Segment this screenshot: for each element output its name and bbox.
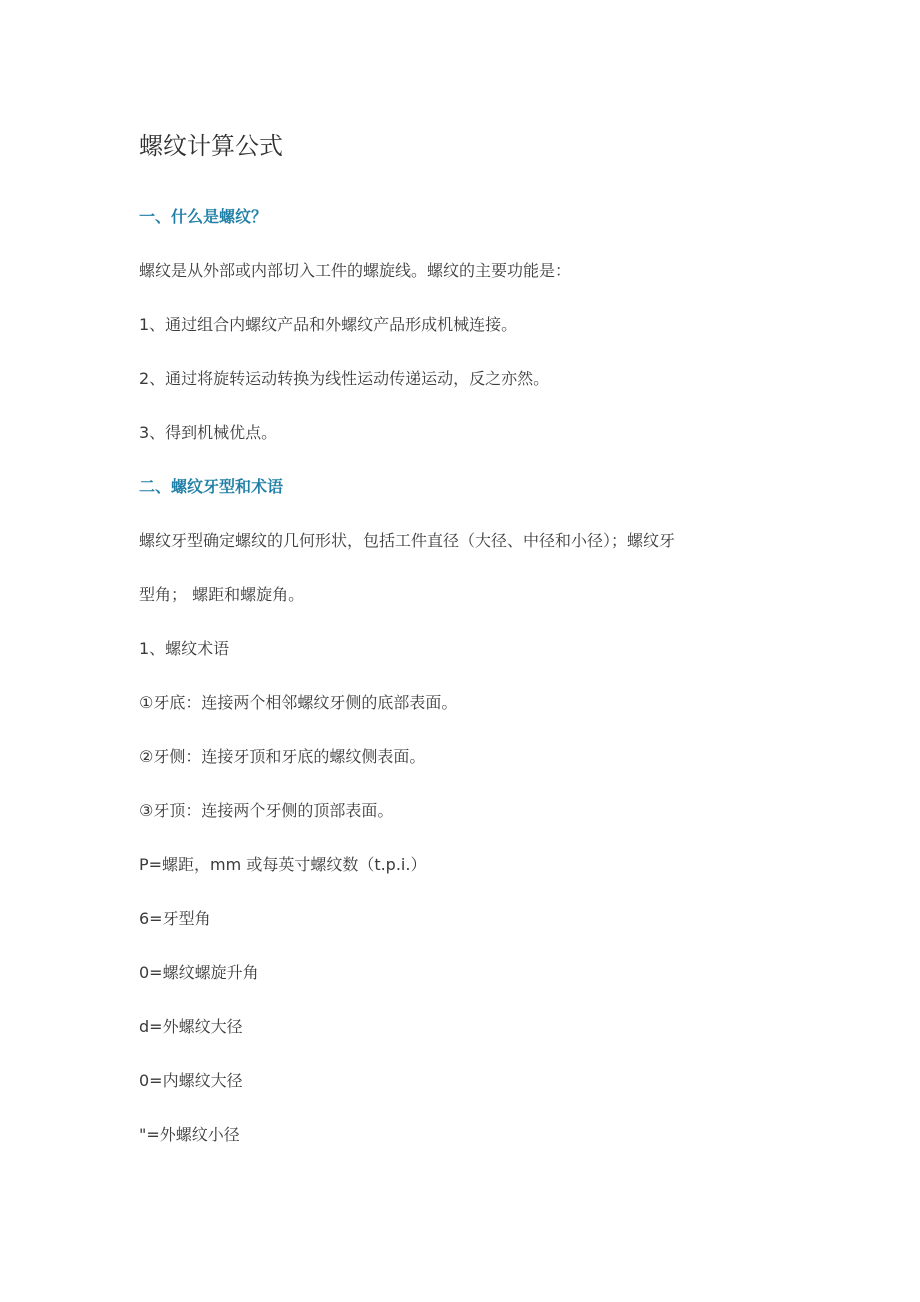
symbol-item: d=外螺纹大径 bbox=[139, 1017, 243, 1036]
section-heading-thread-profile: 二、螺纹牙型和术语 bbox=[139, 477, 284, 496]
symbol-item: 0=内螺纹大径 bbox=[139, 1071, 243, 1090]
term-item: ③牙顶：连接两个牙侧的顶部表面。 bbox=[139, 801, 394, 820]
symbol-item: 6=牙型角 bbox=[139, 909, 211, 928]
section-heading-what-is-thread: 一、什么是螺纹？ bbox=[139, 207, 268, 226]
symbol-item: P=螺距，mm 或每英寸螺纹数（t.p.i.） bbox=[139, 855, 427, 874]
section2-intro-line2: 型角； 螺距和螺旋角。 bbox=[139, 585, 305, 604]
terms-heading: 1、螺纹术语 bbox=[139, 639, 230, 658]
list-item: 2、通过将旋转运动转换为线性运动传递运动，反之亦然。 bbox=[139, 369, 550, 388]
section2-intro-line1: 螺纹牙型确定螺纹的几何形状，包括工件直径（大径、中径和小径）；螺纹牙 bbox=[139, 531, 676, 550]
list-item: 1、通过组合内螺纹产品和外螺纹产品形成机械连接。 bbox=[139, 315, 518, 334]
section1-intro: 螺纹是从外部或内部切入工件的螺旋线。螺纹的主要功能是： bbox=[139, 261, 572, 280]
page-title: 螺纹计算公式 bbox=[139, 132, 283, 160]
list-item: 3、得到机械优点。 bbox=[139, 423, 278, 442]
term-item: ②牙侧：连接牙顶和牙底的螺纹侧表面。 bbox=[139, 747, 426, 766]
symbol-item: "=外螺纹小径 bbox=[139, 1125, 240, 1144]
symbol-item: 0=螺纹螺旋升角 bbox=[139, 963, 259, 982]
term-item: ①牙底：连接两个相邻螺纹牙侧的底部表面。 bbox=[139, 693, 458, 712]
